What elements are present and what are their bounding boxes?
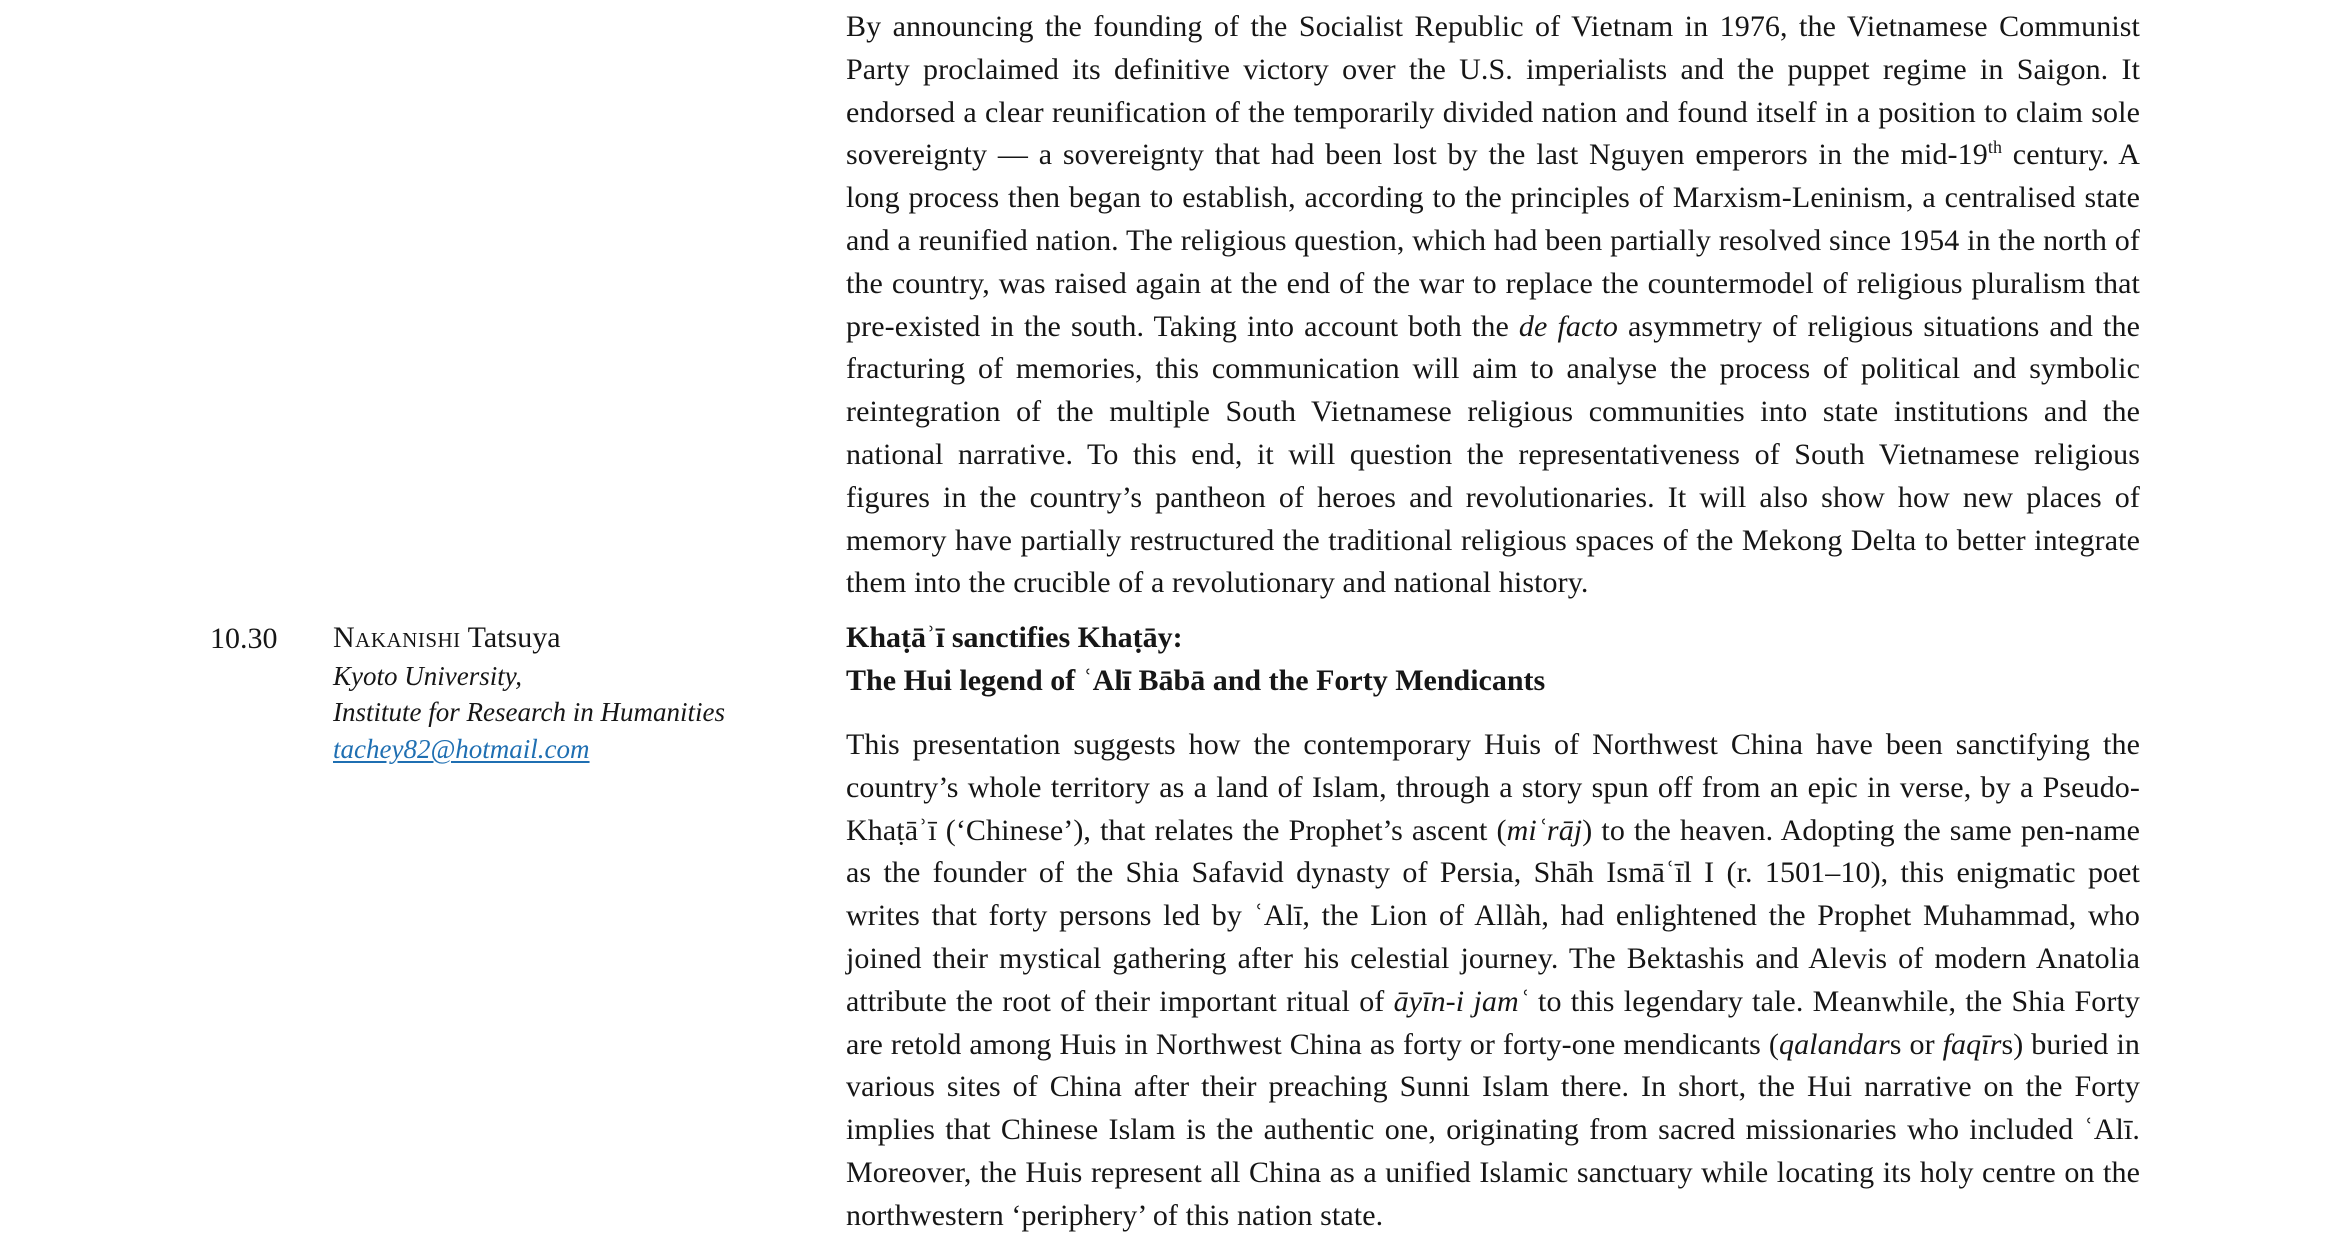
talk-title-line2: The Hui legend of ʿAlī Bābā and the Forty Mendicants	[846, 664, 1546, 697]
talk-title	[846, 616, 2140, 702]
previous-abstract-paragraph: By announcing the founding of the Socialist Republic of Vietnam in 1976, the Vietnamese Communist Party proclaimed its definitive victory over the U.S. imperialists and the puppet regime in Saigon. It endorsed a clear reunification of the temporarily divided nation and found itself in a position to claim sole sovereignty — a sovereignty that had been lost by the last Nguyen emperors in the mid-19th century. A long process then began to establish, according to the principles of Marxism-Leninism, a centralised state and a reunified nation. The religious question, which had been partially resolved since 1954 in the north of the country, was raised again at the end of the war to replace the countermodel of religious pluralism that pre-existed in the south. Taking into account both the de facto asymmetry of religious situations and the fracturing of memories, this communication will aim to analyse the process of political and symbolic reintegration of the multiple South Vietnamese religious communities into state institutions and the national narrative. To this end, it will question the representativeness of South Vietnamese religious figures in the country’s pantheon of heroes and revolutionaries. It will also show how new places of memory have partially restructured the traditional religious spaces of the Mekong Delta to better integrate them into the crucible of a revolutionary and national history.	[846, 10, 2140, 600]
speaker-email-link[interactable]: tachey82@hotmail.com	[333, 734, 590, 764]
speaker-block	[333, 618, 813, 767]
speaker-surname: Nakanishi	[333, 621, 461, 654]
speaker-given-name: Tatsuya	[467, 621, 561, 654]
talk-abstract-paragraph: This presentation suggests how the contemporary Huis of Northwest China have been sanctifying the country’s whole territory as a land of Islam, through a story spun off from an epic in verse, by a Pseudo-Khaṭāʾī (‘Chinese’), that relates the Prophet’s ascent (miʿrāj) to the heaven. Adopting the same pen-name as the founder of the Shia Safavid dynasty of Persia, Shāh Ismāʿīl I (r. 1501–10), this enigmatic poet writes that forty persons led by ʿAlī, the Lion of Allàh, had enlightened the Prophet Muhammad, who joined their mystical gathering after his celestial journey. The Bektashis and Alevis of modern Anatolia attribute the root of their important ritual of āyīn-i jamʿ to this legendary tale. Meanwhile, the Shia Forty are retold among Huis in Northwest China as forty or forty-one mendicants (qalandars or faqīrs) buried in various sites of China after their preaching Sunni Islam there. In short, the Hui narrative on the Forty implies that Chinese Islam is the authentic one, originating from sacred missionaries who included ʿAlī. Moreover, the Huis represent all China as a unified Islamic sanctuary while locating its holy centre on the northwestern ‘periphery’ of this nation state.	[846, 728, 2140, 1232]
session-time: 10.30	[210, 622, 278, 655]
talk-title-line1: Khaṭāʾī sanctifies Khaṭāy:	[846, 621, 1183, 654]
previous-abstract-section	[846, 6, 2140, 605]
speaker-affiliation-line1: Kyoto University,	[333, 661, 522, 691]
talk-section	[846, 616, 2140, 1238]
speaker-affiliation-line2: Institute for Research in Humanities	[333, 697, 725, 727]
speaker-name	[333, 618, 813, 658]
